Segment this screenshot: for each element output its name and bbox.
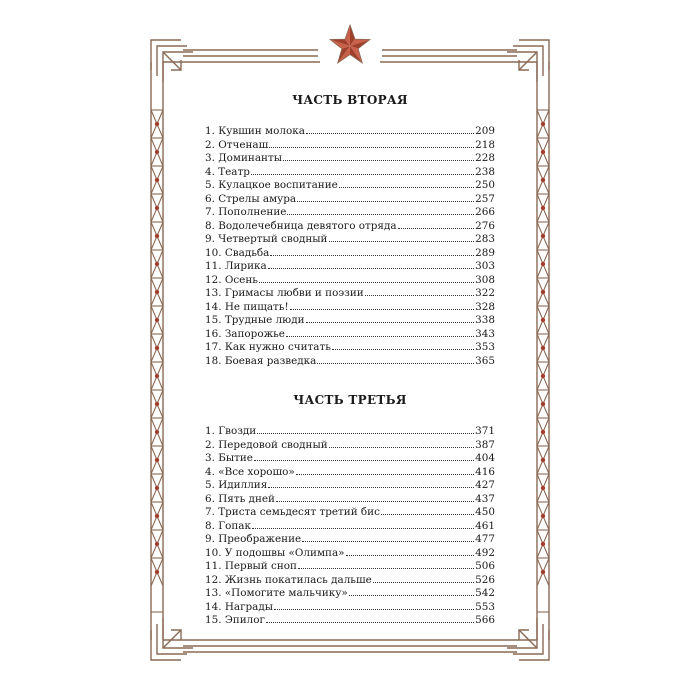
dot-leader <box>268 487 474 488</box>
toc-list <box>205 125 495 368</box>
toc-entry <box>205 614 495 628</box>
dot-leader <box>373 582 474 583</box>
entry-page-number: 257 <box>475 192 495 205</box>
entry-title: 10. У подошвы «Олимпа» <box>205 546 345 559</box>
entry-page-number: 542 <box>475 587 495 599</box>
entry-page-number: 416 <box>475 465 495 478</box>
dot-leader <box>252 528 474 529</box>
dot-leader <box>251 174 474 175</box>
toc-entry <box>205 328 495 342</box>
dot-leader <box>283 160 474 161</box>
toc-entry <box>205 166 495 180</box>
toc-entry <box>205 425 495 439</box>
toc-entry <box>205 206 495 220</box>
dot-leader <box>298 568 474 569</box>
entry-page-number: 343 <box>475 327 495 340</box>
entry-page-number: 328 <box>475 300 495 313</box>
entry-title: 1. Кувшин молока <box>205 125 305 137</box>
dot-leader <box>339 187 474 188</box>
entry-page-number: 427 <box>475 479 495 491</box>
dot-leader <box>365 295 474 296</box>
entry-title: 13. Гримасы любви и поэзии <box>205 287 364 299</box>
dot-leader <box>306 322 475 323</box>
toc-entry <box>205 533 495 547</box>
entry-title: 11. Первый сноп <box>205 560 297 572</box>
dot-leader <box>297 201 474 202</box>
dot-leader <box>296 474 474 475</box>
entry-title: 12. Осень <box>205 273 258 286</box>
toc-entry <box>205 247 495 261</box>
toc-entry <box>205 193 495 207</box>
toc-entry <box>205 547 495 561</box>
dot-leader <box>306 133 474 134</box>
entry-title: 3. Доминанты <box>205 152 282 164</box>
entry-page-number: 218 <box>475 138 495 151</box>
entry-page-number: 303 <box>475 260 495 272</box>
entry-page-number: 238 <box>475 165 495 178</box>
entry-title: 1. Гвозди <box>205 425 257 437</box>
toc-entry <box>205 287 495 301</box>
entry-title: 8. Гопак <box>205 519 251 532</box>
entry-title: 7. Пополнение <box>205 206 287 218</box>
dot-leader <box>274 609 474 610</box>
entry-page-number: 276 <box>475 219 495 232</box>
entry-page-number: 450 <box>475 506 495 518</box>
entry-title: 6. Пять дней <box>205 492 275 505</box>
entry-page-number: 289 <box>475 246 495 259</box>
dot-leader <box>302 541 474 542</box>
part-title: ЧАСТЬ ТРЕТЬЯ <box>293 393 407 407</box>
entry-page-number: 506 <box>475 560 495 572</box>
toc-part-three <box>205 393 495 628</box>
entry-title: 4. «Все хорошо» <box>205 465 295 478</box>
toc-entry <box>205 466 495 480</box>
entry-title: 7. Триста семьдесят третий бис <box>205 506 380 518</box>
entry-title: 18. Боевая разведка <box>205 354 317 367</box>
dot-leader <box>290 309 475 310</box>
entry-title: 17. Как нужно считать <box>205 341 331 353</box>
dot-leader <box>329 241 475 242</box>
toc-entry <box>205 574 495 588</box>
entry-title: 13. «Помогите мальчику» <box>205 587 348 599</box>
entry-page-number: 266 <box>475 206 495 218</box>
entry-title: 2. Отченаш <box>205 138 269 151</box>
toc-entry <box>205 479 495 493</box>
dot-leader <box>268 268 474 269</box>
entry-page-number: 283 <box>475 233 495 245</box>
toc-entry <box>205 220 495 234</box>
toc-entry <box>205 560 495 574</box>
entry-title: 15. Трудные люди <box>205 314 305 326</box>
entry-page-number: 404 <box>475 452 495 464</box>
entry-page-number: 387 <box>475 438 495 451</box>
toc-entry <box>205 601 495 615</box>
toc-entry <box>205 314 495 328</box>
toc-entry <box>205 493 495 507</box>
entry-title: 2. Передовой сводный <box>205 438 328 451</box>
entry-page-number: 209 <box>475 125 495 137</box>
entry-page-number: 566 <box>475 614 495 626</box>
entry-page-number: 492 <box>475 546 495 559</box>
entry-title: 16. Запорожье <box>205 327 285 340</box>
dot-leader <box>287 214 474 215</box>
toc-entry <box>205 233 495 247</box>
part-title: ЧАСТЬ ВТОРАЯ <box>292 93 408 107</box>
entry-title: 3. Бытие <box>205 452 253 464</box>
entry-page-number: 553 <box>475 600 495 613</box>
entry-title: 14. Не пищать! <box>205 300 289 313</box>
entry-page-number: 228 <box>475 152 495 164</box>
entry-page-number: 365 <box>475 354 495 367</box>
entry-page-number: 338 <box>475 314 495 326</box>
dot-leader <box>266 622 474 623</box>
entry-page-number: 250 <box>475 179 495 191</box>
entry-page-number: 322 <box>475 287 495 299</box>
dot-leader <box>317 363 474 364</box>
red-star-icon <box>330 25 370 63</box>
entry-title: 6. Стрелы амура <box>205 192 297 205</box>
entry-title: 8. Водолечебница девятого отряда <box>205 219 397 232</box>
dot-leader <box>398 228 475 229</box>
dot-leader <box>349 595 474 596</box>
dot-leader <box>329 447 474 448</box>
toc-entry <box>205 355 495 369</box>
entry-page-number: 308 <box>475 273 495 286</box>
entry-page-number: 371 <box>475 425 495 437</box>
entry-title: 9. Четвертый сводный <box>205 233 328 245</box>
toc-entry <box>205 274 495 288</box>
dot-leader <box>346 555 475 556</box>
toc-entry <box>205 341 495 355</box>
toc-entry <box>205 125 495 139</box>
dot-leader <box>254 460 474 461</box>
dot-leader <box>270 255 474 256</box>
toc-entry <box>205 152 495 166</box>
entry-title: 10. Свадьба <box>205 246 270 259</box>
toc-entry <box>205 179 495 193</box>
entry-page-number: 477 <box>475 533 495 545</box>
dot-leader <box>269 147 474 148</box>
toc-entry <box>205 452 495 466</box>
toc-entry <box>205 587 495 601</box>
entry-title: 15. Эпилог <box>205 614 265 626</box>
toc-entry <box>205 139 495 153</box>
entry-page-number: 526 <box>475 573 495 586</box>
entry-title: 5. Идиллия <box>205 479 268 491</box>
entry-title: 9. Преображение <box>205 533 302 545</box>
toc-part-two <box>205 93 495 368</box>
entry-title: 4. Театр <box>205 165 250 178</box>
toc-list <box>205 425 495 628</box>
dot-leader <box>276 501 474 502</box>
dot-leader <box>259 282 474 283</box>
toc-entry <box>205 520 495 534</box>
entry-title: 14. Награды <box>205 600 274 613</box>
dot-leader <box>286 336 474 337</box>
toc-entry <box>205 301 495 315</box>
toc-entry <box>205 439 495 453</box>
entry-title: 12. Жизнь покатилась дальше <box>205 573 372 586</box>
entry-title: 5. Кулацкое воспитание <box>205 179 338 191</box>
entry-page-number: 461 <box>475 519 495 532</box>
dot-leader <box>332 349 474 350</box>
toc-entry <box>205 260 495 274</box>
entry-page-number: 353 <box>475 341 495 353</box>
entry-page-number: 437 <box>475 492 495 505</box>
toc-entry <box>205 506 495 520</box>
dot-leader <box>257 433 474 434</box>
dot-leader <box>381 514 474 515</box>
entry-title: 11. Лирика <box>205 260 267 272</box>
